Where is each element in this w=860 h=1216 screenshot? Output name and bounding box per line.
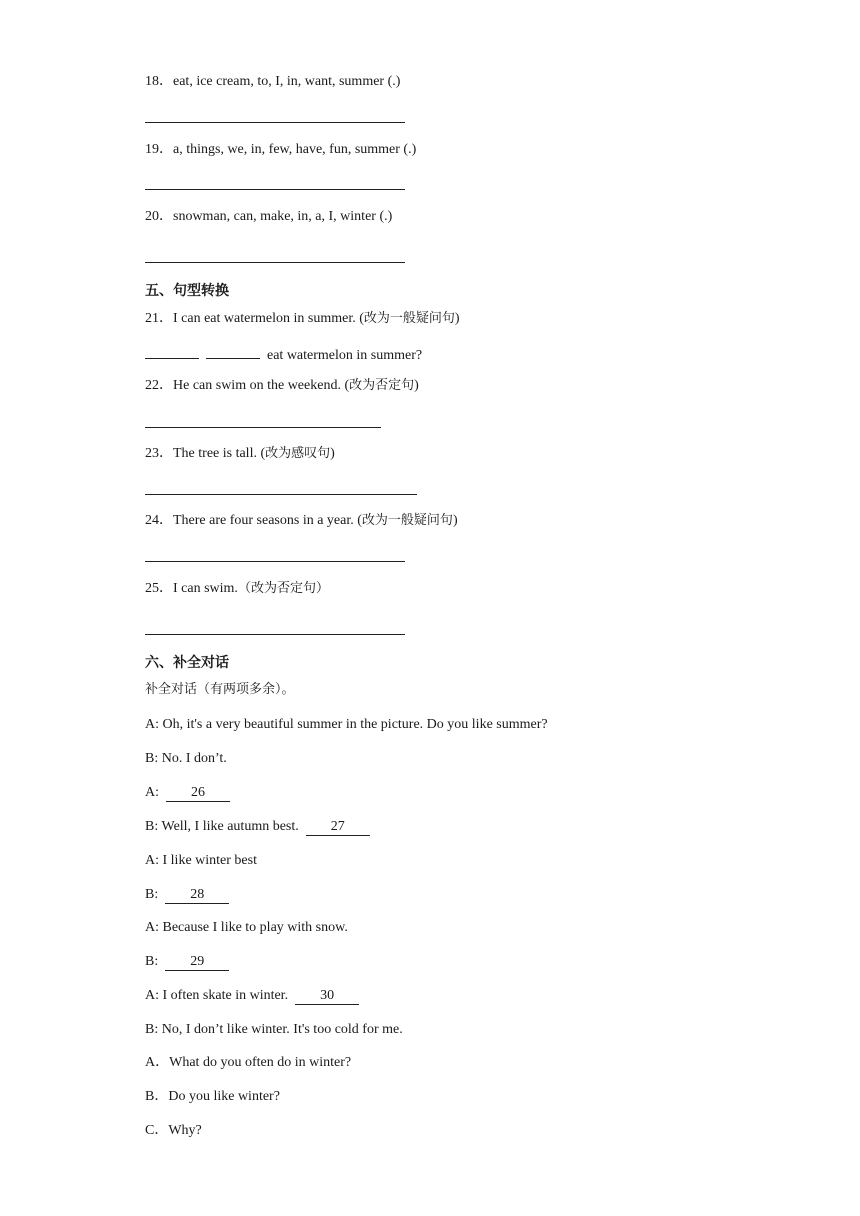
- dialogue-line: [145, 852, 257, 870]
- answer-line-23[interactable]: [145, 494, 417, 495]
- question-23: [145, 445, 335, 463]
- question-text: There are four seasons in a year. (: [173, 513, 362, 528]
- dialogue-line: [145, 818, 370, 836]
- question-number: 20．: [145, 209, 173, 224]
- section-6-title: 六、补全对话: [145, 655, 229, 671]
- question-text: I can eat watermelon in summer. (: [173, 311, 364, 326]
- question-instruction: 改为感叹句: [265, 446, 331, 461]
- question-text: a, things, we, in, few, have, fun, summer (.): [173, 142, 417, 157]
- question-number: 19．: [145, 142, 173, 157]
- option-item: [145, 1122, 202, 1140]
- option-item: [145, 1088, 280, 1106]
- answer-line-25[interactable]: [145, 634, 405, 635]
- option-item: [145, 1054, 351, 1072]
- dialogue-line: [145, 716, 548, 734]
- question-close: ): [452, 513, 458, 528]
- answer-line-24[interactable]: [145, 561, 405, 562]
- answer-line-18[interactable]: [145, 122, 405, 123]
- question-19: [145, 141, 416, 159]
- question-number: 18．: [145, 74, 173, 89]
- section-6-instruction: 补全对话（有两项多余）。: [145, 682, 295, 697]
- option-text: Why?: [168, 1123, 202, 1138]
- dialogue-line: [145, 987, 359, 1005]
- question-text: I can swim.: [173, 581, 238, 596]
- question-instruction: 改为一般疑问句: [361, 513, 453, 528]
- option-text: What do you often do in winter?: [169, 1055, 352, 1070]
- dialogue-line: [145, 953, 229, 971]
- question-text: The tree is tall. (: [173, 446, 266, 461]
- question-number: 24．: [145, 513, 173, 528]
- dialogue-text: A:: [145, 785, 163, 800]
- answer-line-20[interactable]: [145, 262, 405, 263]
- dialogue-blank[interactable]: 30: [295, 988, 359, 1005]
- question-number: 23．: [145, 446, 173, 461]
- dialogue-text: B:: [145, 887, 162, 902]
- option-letter: A．: [145, 1055, 170, 1070]
- dialogue-text: A: I often skate in winter.: [145, 988, 292, 1003]
- question-25: [145, 580, 329, 598]
- answer-tail: eat watermelon in summer?: [267, 348, 423, 363]
- answer-blank-21b[interactable]: [206, 344, 260, 359]
- dialogue-text: B: No. I don’t.: [145, 751, 227, 766]
- answer-line-22[interactable]: [145, 427, 381, 428]
- dialogue-line: [145, 1021, 403, 1039]
- question-number: 22．: [145, 378, 173, 393]
- question-text: He can swim on the weekend. (: [173, 378, 350, 393]
- dialogue-blank[interactable]: 27: [306, 819, 370, 836]
- dialogue-text: A: Because I like to play with snow.: [145, 920, 348, 935]
- dialogue-blank[interactable]: 28: [165, 887, 229, 904]
- question-text: eat, ice cream, to, I, in, want, summer (.): [173, 74, 401, 89]
- question-22: [145, 377, 419, 395]
- section-5-title: 五、句型转换: [145, 283, 229, 299]
- question-close: ): [330, 446, 335, 461]
- dialogue-text: B:: [145, 954, 162, 969]
- question-24: [145, 512, 458, 530]
- dialogue-text: A: I like winter best: [145, 853, 257, 868]
- dialogue-line: [145, 784, 230, 802]
- dialogue-blank[interactable]: 26: [166, 785, 230, 802]
- dialogue-text: B: Well, I like autumn best.: [145, 819, 303, 834]
- question-close: ): [414, 378, 419, 393]
- answer-21: [145, 344, 422, 365]
- question-text: snowman, can, make, in, a, I, winter (.): [173, 209, 393, 224]
- question-instruction: （改为否定句）: [237, 581, 329, 596]
- question-close: ): [454, 311, 460, 326]
- dialogue-line: [145, 919, 348, 937]
- dialogue-line: [145, 750, 227, 768]
- dialogue-text: A: Oh, it's a very beautiful summer in the picture. Do you like summer?: [145, 717, 548, 732]
- answer-line-19[interactable]: [145, 189, 405, 190]
- question-20: [145, 208, 392, 226]
- answer-blank-21a[interactable]: [145, 344, 199, 359]
- question-instruction: 改为否定句: [349, 378, 415, 393]
- dialogue-line: [145, 886, 229, 904]
- dialogue-blank[interactable]: 29: [165, 954, 229, 971]
- question-number: 21．: [145, 311, 173, 326]
- option-letter: B．: [145, 1089, 169, 1104]
- question-instruction: 改为一般疑问句: [363, 311, 455, 326]
- question-number: 25．: [145, 581, 173, 596]
- option-letter: C．: [145, 1123, 169, 1138]
- question-18: [145, 73, 400, 91]
- question-21: [145, 310, 460, 328]
- dialogue-text: B: No, I don’t like winter. It's too cold for me.: [145, 1022, 403, 1037]
- option-text: Do you like winter?: [168, 1089, 280, 1104]
